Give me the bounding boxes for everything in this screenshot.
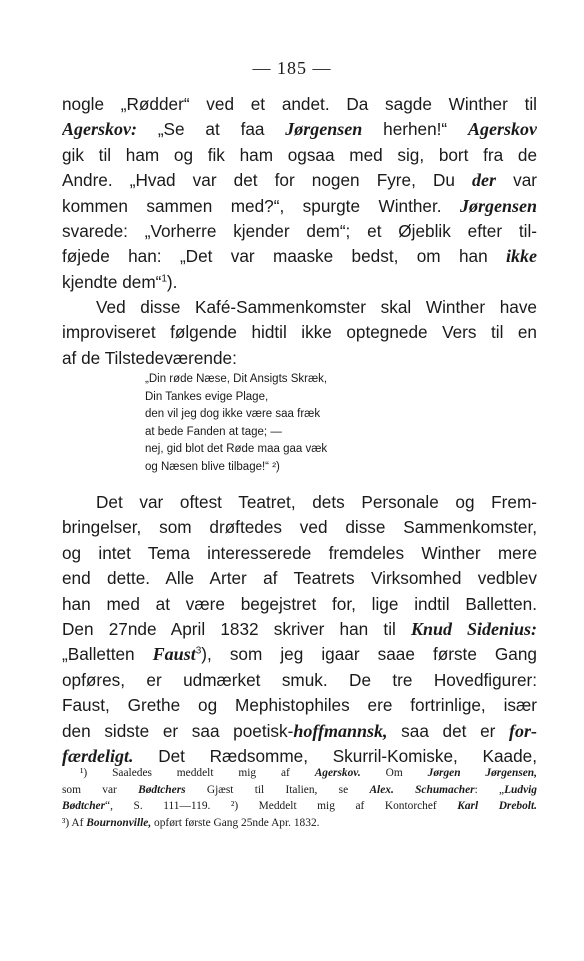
text-line [62,541,537,566]
text: ¹) Saaledes meddelt mig af [80,767,315,779]
text-line [62,719,537,744]
text: nogle „Rødder“ ved et andet. Da sagde Winther til [62,94,537,114]
text: føjede han: „Det var maaske bedst, om han [62,246,506,267]
text: han med at være begejstret for, lige indtil Balletten. [62,593,537,614]
text: gik til ham og fik ham ogsaa med sig, bort fra de [62,144,537,165]
name: Jørgen Jørgensen, [427,767,537,779]
footnote-line [62,765,537,782]
text: Andre. „Hvad var det for nogen Fyre, Du [62,170,473,191]
text-line [62,642,537,667]
paragraph-3 [62,490,537,769]
name-agerskov: Agerskov: [62,119,137,140]
footnote-ref: 3 [195,645,202,657]
name: Alex. Schumacher [369,783,475,796]
footnote-line [62,815,537,832]
text: Om [360,767,428,779]
text: den sidste er saa poetisk- [62,720,294,741]
title-faust: Faust [152,644,196,665]
text-line [62,219,537,244]
verse-line: at bede Fanden at tage; — [145,425,282,438]
text-line [62,592,537,617]
footnotes [62,765,537,831]
text-line [62,320,537,345]
name: Agerskov. [314,767,361,779]
text: “, S. 111—119. ²) Meddelt mig af Kontorchef [105,800,458,812]
verse-line: „Din røde Næse, Dit Ansigts Skræk, [145,373,328,385]
footnote-ref: 1 [161,273,167,284]
emphasis: for- [509,720,537,741]
footnote-line [62,782,537,799]
footnote-line [62,798,537,815]
emphasis: færdeligt. [62,745,134,766]
text: ). [166,271,178,292]
text: bringelser, som drøftedes ved disse Sammenkomster, [62,517,537,538]
name-jorgensen: Jørgensen [285,119,363,140]
name: Bournonville, [86,816,152,829]
text-line [62,668,537,693]
text-line [62,346,537,371]
name: Karl Drebolt. [457,800,537,812]
text: improviseret følgende hidtil ikke optegnede Vers til en [62,322,537,343]
text: Ved disse Kafé-Sammenkomster skal Winther have [96,297,537,317]
text: opføres, er udmærket smuk. De tre Hovedfigurer: [62,669,537,690]
text: Faust, Grethe og Mephistophiles ere fortrinlige, især [62,695,537,716]
text: kommen sammen med?“, spurgte Winther. [62,195,460,216]
text-line [62,194,537,219]
text-line [62,270,537,295]
text-line [62,490,537,515]
text-line [62,244,537,269]
verse-line: nej, gid blot det Røde maa gaa væk [145,443,328,455]
text: „Se at faa [137,119,286,140]
paragraph-1 [62,92,537,295]
text-line [62,92,537,117]
text-line [62,515,537,540]
emphasis: der [472,170,497,191]
text: som var [62,783,139,796]
text-line [62,168,537,193]
text: og intet Tema interesserede fremdeles Winther mere [62,542,537,563]
emphasis: hoffmannsk, [293,720,388,741]
text: opført første Gang 25nde Apr. 1832. [151,816,320,829]
name-agerskov: Agerskov [468,119,537,140]
text-line [62,693,537,718]
text: var [496,170,537,191]
text-line [62,143,537,168]
text: ³) Af [62,816,87,829]
text: af de Tilstedeværende: [62,347,237,368]
page-number: — 185 — [252,58,332,78]
text: herhen!“ [362,119,468,140]
text: Den 27nde April 1832 skriver han til [62,618,412,639]
name: Bødtchers [138,783,186,796]
text: Gjæst til Italien, se [185,783,370,796]
text: saa det er [387,720,509,741]
name-knud-sidenius: Knud Sidenius: [411,618,537,639]
text-line [62,295,537,320]
verse-block [145,371,327,476]
text: ), som jeg igaar saae første Gang [201,644,537,665]
verse-line: Din Tankes evige Plage, [145,390,269,403]
verse-line: og Næsen blive tilbage!“ ²) [145,460,280,473]
verse-line: den vil jeg dog ikke være saa fræk [145,408,321,420]
text: Det Rædsomme, Skurril-Komiske, Kaade, [133,745,537,766]
text: svarede: „Vorherre kjender dem“; et Øjeblik efter til- [62,220,537,241]
paragraph-2 [62,295,537,371]
text: Det var oftest Teatret, dets Personale og Frem- [96,492,537,512]
name: Ludvig [504,783,537,796]
emphasis: ikke [506,246,537,267]
name: Bødtcher [62,800,106,812]
text: kjendte dem“ [62,271,162,292]
text-line [62,117,537,142]
text: „Balletten [62,644,153,665]
text: : „ [474,783,505,796]
text-line [62,617,537,642]
text-line [62,566,537,591]
name-jorgensen: Jørgensen [459,195,537,216]
text: end dette. Alle Arter af Teatrets Virksomhed vedblev [62,568,537,589]
